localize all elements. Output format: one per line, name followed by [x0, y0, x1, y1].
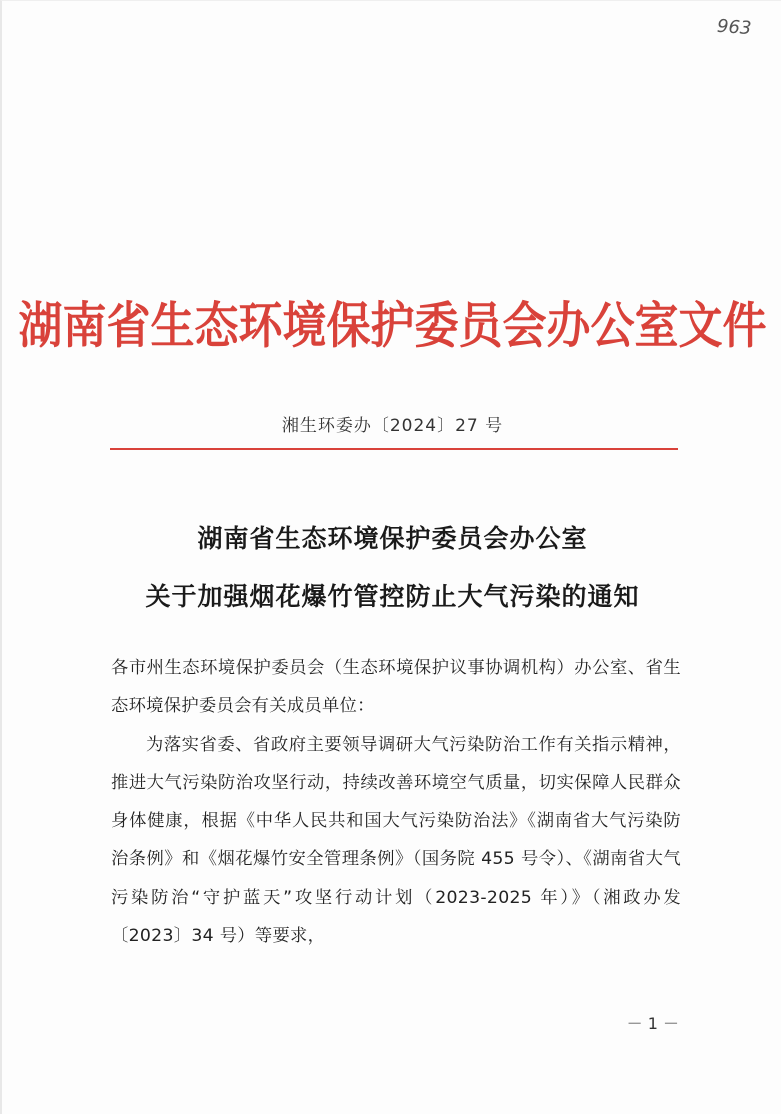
red-divider-line — [110, 448, 678, 450]
handwritten-annotation: 963 — [715, 15, 752, 40]
body-paragraph: 为落实省委、省政府主要领导调研大气污染防治工作有关指示精神，推进大气污染防治攻坚行动，持续改善环境空气质量，切实保障人民群众身体健康，根据《中华人民共和国大气污染防治法》《湖南省大气污染防治条例》和《烟花爆竹安全管理条例》（国务院 455 号令）、《湖南省大气污染防治“守护蓝天”攻坚行动计划（2023-2025 年）》（湘政办发〔2023〕34 号）等要求， — [111, 734, 681, 947]
document-number: 湘生环委办〔2024〕27 号 — [281, 416, 504, 436]
document-header-title: 湖南省生态环境保护委员会办公室文件 — [18, 297, 767, 355]
addressee: 各市州生态环境保护委员会（生态环境保护议事协调机构）办公室、省生态环境保护委员会有关成员单位： — [111, 658, 681, 717]
page-number: － 1 － — [626, 1014, 679, 1033]
notice-title-line-1: 湖南省生态环境保护委员会办公室 — [197, 524, 588, 553]
document-body — [111, 649, 681, 955]
notice-title-line-2: 关于加强烟花爆竹管控防止大气污染的通知 — [145, 582, 640, 611]
